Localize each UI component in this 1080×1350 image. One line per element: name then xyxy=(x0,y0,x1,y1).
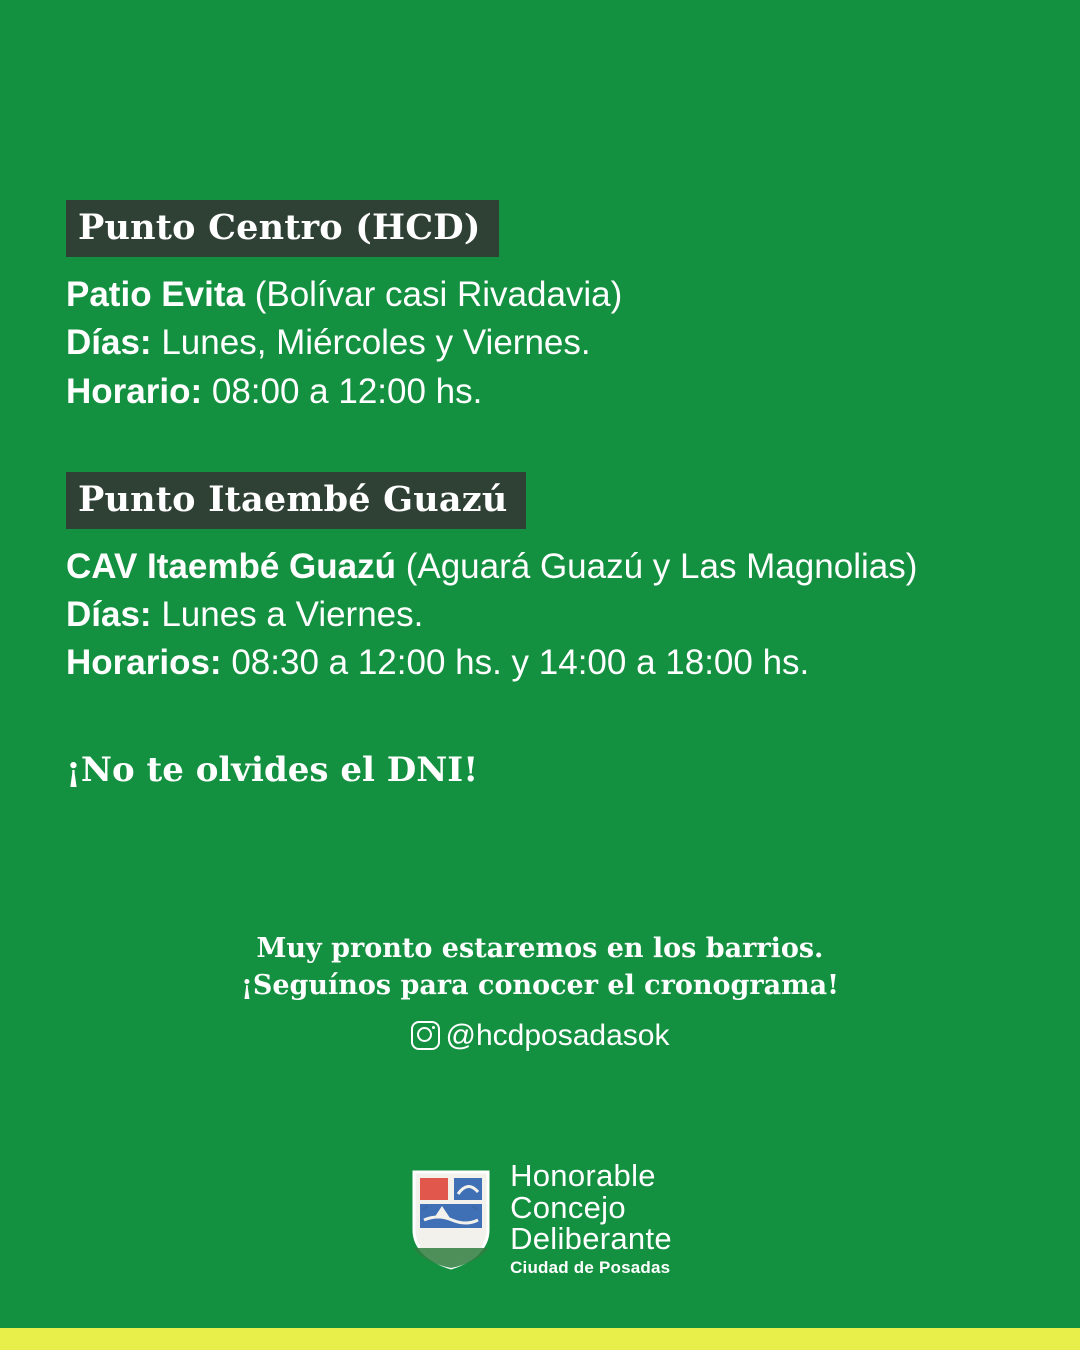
place-name-centro: Patio Evita xyxy=(66,275,245,314)
hours-label-itaembe: Horarios: xyxy=(66,643,222,683)
footer-line-2: ¡Seguínos para conocer el cronograma! xyxy=(240,970,840,1002)
place-address-centro: (Bolívar casi Rivadavia) xyxy=(254,275,623,314)
days-value-itaembe: Lunes a Viernes. xyxy=(161,595,424,635)
block-heading-centro: Punto Centro (HCD) xyxy=(66,200,499,257)
days-line-centro xyxy=(66,319,1080,367)
hours-value-itaembe: 08:30 a 12:00 hs. y 14:00 a 18:00 hs. xyxy=(231,643,810,683)
place-line-centro xyxy=(66,271,1080,319)
bottom-accent-strip xyxy=(0,1328,1080,1350)
footer-message xyxy=(0,930,1080,1053)
days-line-itaembe xyxy=(66,591,1080,639)
logo-line-4: Ciudad de Posadas xyxy=(510,1257,671,1277)
logo-text xyxy=(510,1160,672,1276)
social-handle[interactable] xyxy=(0,1019,1080,1053)
logo-line-3: Deliberante xyxy=(510,1221,672,1257)
place-line-itaembe xyxy=(66,543,1080,591)
hours-line-centro xyxy=(66,368,1080,416)
logo-line-2: Concejo xyxy=(510,1189,626,1225)
place-name-itaembe: CAV Itaembé Guazú xyxy=(66,546,396,586)
hours-line-itaembe xyxy=(66,639,1080,687)
info-block-centro xyxy=(0,200,1080,416)
posadas-city-crest-icon xyxy=(408,1164,494,1272)
days-value-centro: Lunes, Miércoles y Viernes. xyxy=(161,323,591,363)
block-heading-itaembe: Punto Itaembé Guazú xyxy=(66,472,526,529)
dni-notice: ¡No te olvides el DNI! xyxy=(66,749,479,790)
info-block-itaembe xyxy=(0,472,1080,688)
social-handle-text: @hcdposadasok xyxy=(445,1018,670,1052)
hours-value-centro: 08:00 a 12:00 hs. xyxy=(211,371,483,411)
place-address-itaembe: (Aguará Guazú y Las Magnolias) xyxy=(405,546,918,586)
instagram-icon xyxy=(411,1021,440,1050)
logo-line-1: Honorable xyxy=(510,1158,656,1193)
footer-line-1: Muy pronto estaremos en los barrios. xyxy=(256,933,824,964)
days-label-itaembe: Días: xyxy=(66,595,152,635)
organization-logo xyxy=(0,1160,1080,1276)
hours-label-centro: Horario: xyxy=(66,371,203,411)
info-content xyxy=(0,200,1080,790)
days-label-centro: Días: xyxy=(66,323,152,363)
